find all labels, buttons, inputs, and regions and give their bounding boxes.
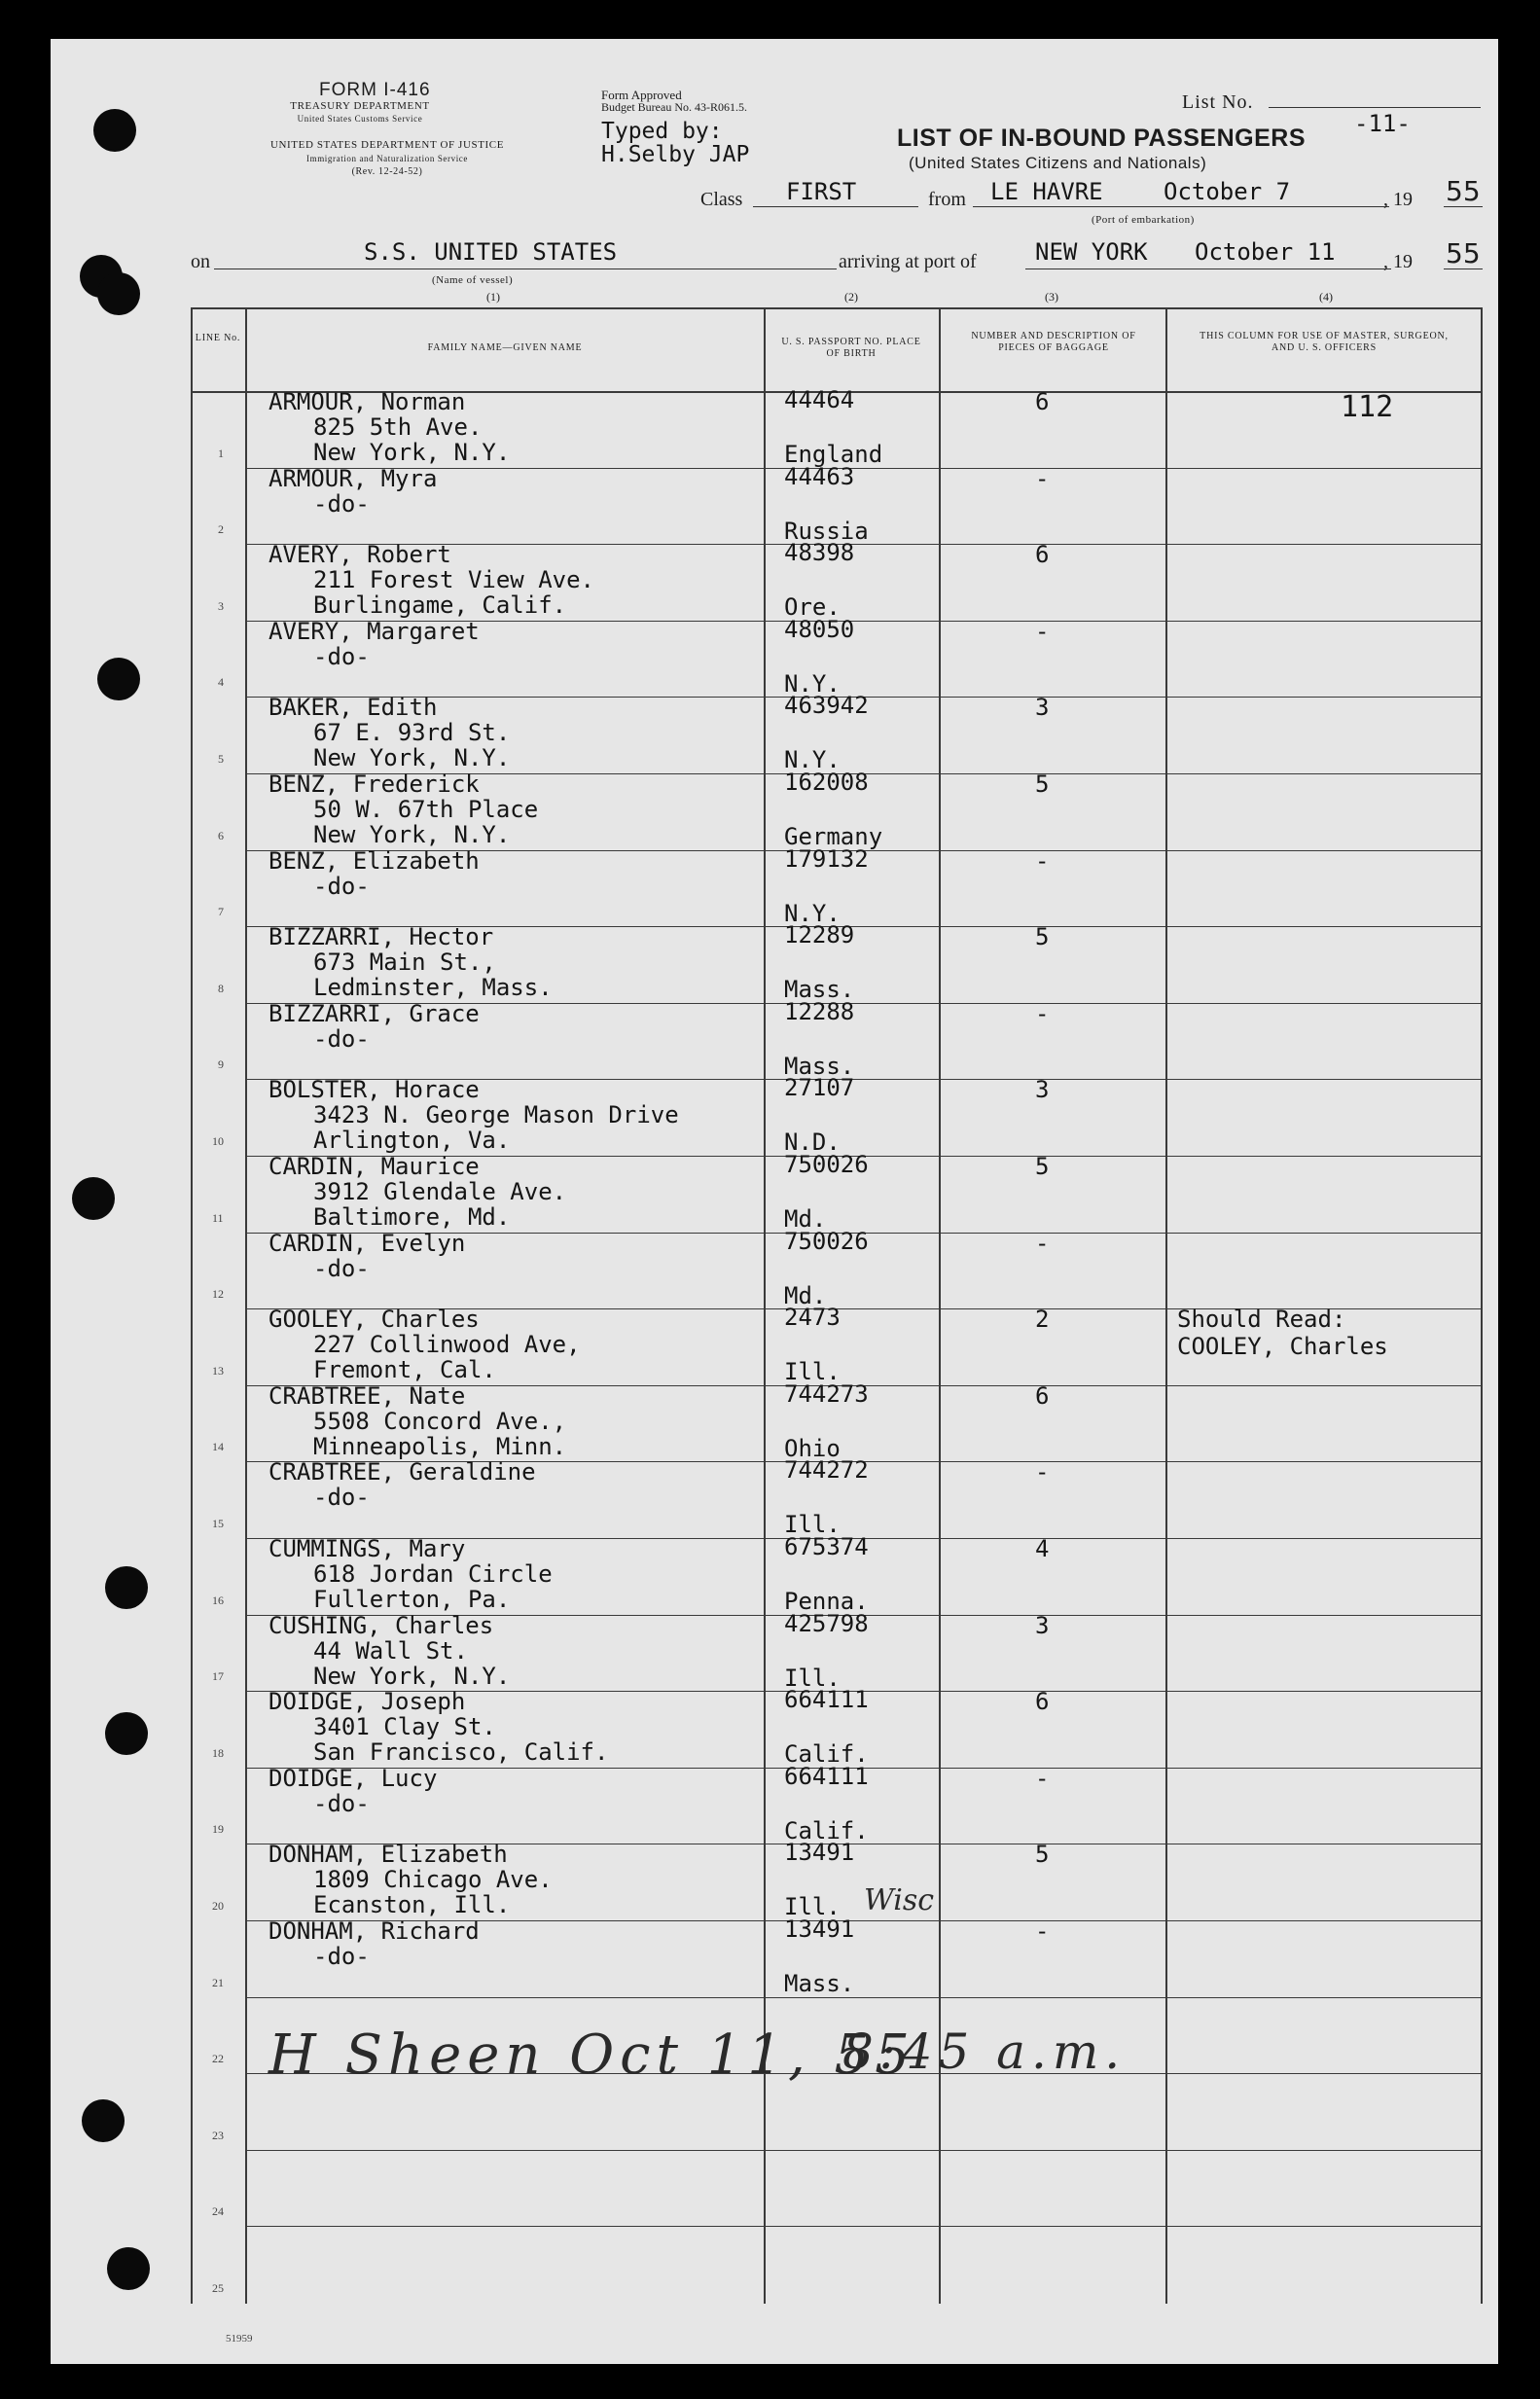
passenger-name: BOLSTER, Horace (269, 1076, 480, 1103)
row-divider (245, 1997, 1481, 1998)
place-of-birth: Ill. (784, 1893, 841, 1920)
col-header-name: FAMILY NAME—GIVEN NAME (427, 342, 583, 353)
place-of-birth: England (784, 441, 883, 468)
arriving-label: arriving at port of (839, 251, 977, 272)
place-of-birth: Ill. (784, 1511, 841, 1538)
passport-number: 179132 (784, 845, 869, 873)
passenger-name: ARMOUR, Myra (269, 465, 438, 492)
line-number: 15 (212, 1517, 224, 1530)
list-no-value: -11- (1354, 110, 1411, 137)
line-number: 9 (218, 1057, 224, 1071)
passenger-address: -do- (313, 1255, 370, 1282)
form-number: FORM I-416 (319, 80, 431, 100)
column-number: (3) (1045, 290, 1058, 304)
passport-number: 2473 (784, 1304, 841, 1331)
baggage-count: 5 (1035, 770, 1050, 798)
punch-hole (82, 2099, 125, 2142)
line-number: 7 (218, 905, 224, 918)
line-number: 5 (218, 752, 224, 766)
passport-number: 750026 (784, 1228, 869, 1255)
passenger-address: 1809 Chicago Ave. (313, 1866, 553, 1893)
place-of-birth: N.Y. (784, 670, 841, 698)
passport-number: 12289 (784, 921, 855, 949)
place-of-birth: Mass. (784, 1970, 855, 1997)
place-of-birth: Mass. (784, 976, 855, 1003)
col-header-baggage: NUMBER AND DESCRIPTION OF PIECES OF BAGGAGE (971, 331, 1136, 353)
line-number: 11 (212, 1211, 224, 1225)
passenger-address: 211 Forest View Ave. (313, 566, 594, 593)
line-number: 2 (218, 522, 224, 536)
passenger-address: Fremont, Cal. (313, 1356, 496, 1383)
baggage-count: 6 (1035, 388, 1050, 415)
agency-line: United States Customs Service (297, 114, 423, 124)
inspection-time: 8:45 a.m. (842, 2023, 1127, 2080)
passenger-name: BIZZARRI, Hector (269, 923, 494, 950)
passport-number: 44463 (784, 463, 855, 490)
passenger-name: CRABTREE, Geraldine (269, 1458, 536, 1486)
arrival-port: NEW YORK (1035, 238, 1148, 266)
punch-hole (97, 272, 140, 315)
passenger-name: AVERY, Margaret (269, 618, 480, 645)
officer-note: 112 (1341, 390, 1394, 424)
passenger-address: 3423 N. George Mason Drive (313, 1101, 679, 1128)
passenger-address: -do- (313, 1025, 370, 1053)
form-approved: Form Approved (601, 88, 682, 102)
punch-hole (97, 658, 140, 700)
class-label: Class (700, 189, 743, 210)
line-number: 19 (212, 1822, 224, 1836)
year-prefix: , 19 (1383, 251, 1413, 272)
passenger-name: AVERY, Robert (269, 541, 451, 568)
passport-number: 162008 (784, 769, 869, 796)
place-of-birth: Ore. (784, 593, 841, 621)
passenger-address: 44 Wall St. (313, 1637, 468, 1665)
baggage-count: - (1035, 465, 1050, 492)
baggage-count: 3 (1035, 694, 1050, 721)
passport-number: 48050 (784, 616, 855, 643)
vessel-caption: (Name of vessel) (432, 274, 514, 286)
line-number: 8 (218, 982, 224, 995)
passenger-address: 3912 Glendale Ave. (313, 1178, 567, 1205)
line-number: 3 (218, 599, 224, 613)
arrival-year: 55 (1446, 237, 1481, 269)
line-number: 6 (218, 829, 224, 842)
passport-number: 48398 (784, 539, 855, 566)
passenger-name: GOOLEY, Charles (269, 1306, 480, 1333)
baggage-count: 3 (1035, 1612, 1050, 1639)
passenger-name: ARMOUR, Norman (269, 388, 466, 415)
passenger-address: 618 Jordan Circle (313, 1560, 553, 1588)
baggage-count: - (1035, 1000, 1050, 1027)
passenger-name: DOIDGE, Joseph (269, 1688, 466, 1715)
place-of-birth: Calif. (784, 1817, 869, 1844)
baggage-count: 5 (1035, 1153, 1050, 1180)
agency-line: TREASURY DEPARTMENT (290, 100, 430, 112)
place-of-birth: Md. (784, 1205, 827, 1233)
line-number: 16 (212, 1593, 224, 1607)
col-header-line-no: LINE No. (195, 333, 241, 343)
baggage-count: - (1035, 1230, 1050, 1257)
col-header-passport: U. S. PASSPORT NO. PLACE OF BIRTH (781, 337, 921, 359)
place-of-birth: Calif. (784, 1740, 869, 1768)
passenger-address: -do- (313, 1943, 370, 1970)
baggage-count: - (1035, 1458, 1050, 1486)
passport-number: 675374 (784, 1533, 869, 1560)
passport-number: 463942 (784, 692, 869, 719)
typed-by-value: H.Selby JAP (601, 142, 750, 167)
embarkation-date: October 7 (1164, 178, 1291, 205)
line-number: 14 (212, 1440, 224, 1453)
officer-note: COOLEY, Charles (1177, 1333, 1388, 1360)
baggage-count: - (1035, 1917, 1050, 1945)
place-of-birth: N.D. (784, 1128, 841, 1156)
passport-number: 664111 (784, 1763, 869, 1790)
baggage-count: 5 (1035, 923, 1050, 950)
punch-hole (107, 2247, 150, 2290)
arrival-date: October 11 (1195, 238, 1336, 266)
passenger-address: 3401 Clay St. (313, 1713, 496, 1740)
punch-hole (105, 1712, 148, 1755)
punch-hole (105, 1566, 148, 1609)
place-of-birth: Md. (784, 1282, 827, 1309)
passenger-address: 5508 Concord Ave., (313, 1408, 567, 1435)
baggage-count: - (1035, 847, 1050, 875)
passenger-name: CARDIN, Maurice (269, 1153, 480, 1180)
list-no-label: List No. (1182, 91, 1254, 113)
place-of-birth: Ill. (784, 1358, 841, 1385)
line-number: 4 (218, 675, 224, 689)
passenger-address: Ledminster, Mass. (313, 974, 553, 1001)
passenger-address: -do- (313, 643, 370, 670)
line-number: 12 (212, 1287, 224, 1301)
on-label: on (191, 251, 210, 272)
passenger-address: Arlington, Va. (313, 1127, 511, 1154)
column-number: (4) (1319, 290, 1333, 304)
from-label: from (928, 189, 966, 210)
embarkation-year: 55 (1446, 175, 1481, 207)
passenger-name: CUMMINGS, Mary (269, 1535, 466, 1562)
year-prefix: , 19 (1383, 189, 1413, 210)
baggage-count: 2 (1035, 1306, 1050, 1333)
line-number: 13 (212, 1364, 224, 1378)
passenger-address: -do- (313, 490, 370, 518)
passport-number: 744273 (784, 1380, 869, 1408)
passenger-address: New York, N.Y. (313, 439, 511, 466)
officer-note: Should Read: (1177, 1306, 1346, 1333)
place-of-birth: Russia (784, 518, 869, 545)
baggage-count: 6 (1035, 1382, 1050, 1410)
port-caption: (Port of embarkation) (1092, 214, 1195, 226)
passenger-name: DOIDGE, Lucy (269, 1765, 438, 1792)
passenger-address: 50 W. 67th Place (313, 796, 539, 823)
passenger-name: CARDIN, Evelyn (269, 1230, 466, 1257)
line-number: 25 (212, 2281, 224, 2295)
agency-line: UNITED STATES DEPARTMENT OF JUSTICE (269, 139, 505, 151)
officer-signature: H Sheen Oct 11, 55 (269, 2023, 915, 2087)
line-number: 21 (212, 1976, 224, 1989)
passenger-name: BAKER, Edith (269, 694, 438, 721)
row-divider (245, 2226, 1481, 2227)
passenger-address: 673 Main St., (313, 949, 496, 976)
baggage-count: 3 (1035, 1076, 1050, 1103)
passport-number: 750026 (784, 1151, 869, 1178)
col-header-officers: THIS COLUMN FOR USE OF MASTER, SURGEON, AND U. S. OFFICERS (1200, 331, 1449, 353)
revision-date: (Rev. 12-24-52) (351, 166, 423, 177)
baggage-count: 6 (1035, 541, 1050, 568)
passenger-name: CUSHING, Charles (269, 1612, 494, 1639)
passenger-address: Burlingame, Calif. (313, 591, 567, 619)
passenger-address: Ecanston, Ill. (313, 1891, 511, 1918)
place-of-birth: Mass. (784, 1053, 855, 1080)
vessel-name: S.S. UNITED STATES (364, 238, 618, 266)
line-number: 1 (218, 447, 224, 460)
place-of-birth: Ohio (784, 1435, 841, 1462)
passenger-address: Minneapolis, Minn. (313, 1433, 567, 1460)
baggage-count: 6 (1035, 1688, 1050, 1715)
passenger-name: DONHAM, Richard (269, 1917, 480, 1945)
place-of-birth: Ill. (784, 1665, 841, 1692)
baggage-count: - (1035, 1765, 1050, 1792)
passenger-address: -do- (313, 1790, 370, 1817)
passenger-address: 227 Collinwood Ave, (313, 1331, 581, 1358)
passport-number: 13491 (784, 1839, 855, 1866)
passport-number: 744272 (784, 1456, 869, 1484)
typed-by-label: Typed by: (601, 119, 723, 144)
passport-number: 425798 (784, 1610, 869, 1637)
place-of-birth: N.Y. (784, 900, 841, 927)
line-number: 17 (212, 1669, 224, 1683)
passenger-address: New York, N.Y. (313, 821, 511, 848)
embarkation-port: LE HAVRE (990, 178, 1103, 205)
passenger-address: New York, N.Y. (313, 744, 511, 771)
form-subtitle: (United States Citizens and Nationals) (909, 154, 1207, 172)
passenger-address: 67 E. 93rd St. (313, 719, 511, 746)
place-of-birth: N.Y. (784, 746, 841, 773)
passport-number: 664111 (784, 1686, 869, 1713)
passenger-address: 825 5th Ave. (313, 413, 483, 441)
line-number: 20 (212, 1899, 224, 1913)
baggage-count: - (1035, 618, 1050, 645)
passenger-name: BIZZARRI, Grace (269, 1000, 480, 1027)
column-number: (1) (486, 290, 500, 304)
line-number: 23 (212, 2129, 224, 2142)
place-of-birth: Germany (784, 823, 883, 850)
passenger-name: BENZ, Elizabeth (269, 847, 480, 875)
form-title: LIST OF IN-BOUND PASSENGERS (897, 125, 1307, 152)
passenger-address: New York, N.Y. (313, 1663, 511, 1690)
passport-number: 13491 (784, 1916, 855, 1943)
passport-number: 12288 (784, 998, 855, 1025)
passenger-address: -do- (313, 1484, 370, 1511)
agency-line: Immigration and Naturalization Service (306, 154, 468, 163)
column-number: (2) (844, 290, 858, 304)
row-divider (245, 2150, 1481, 2151)
handwritten-wisc: Wisc (864, 1883, 935, 1917)
passport-number: 44464 (784, 386, 855, 413)
passenger-name: DONHAM, Elizabeth (269, 1841, 508, 1868)
passenger-address: Baltimore, Md. (313, 1203, 511, 1231)
passenger-name: CRABTREE, Nate (269, 1382, 466, 1410)
passenger-address: San Francisco, Calif. (313, 1738, 609, 1766)
punch-hole (72, 1177, 115, 1220)
line-number: 22 (212, 2052, 224, 2065)
baggage-count: 5 (1035, 1841, 1050, 1868)
punch-hole (93, 109, 136, 152)
baggage-count: 4 (1035, 1535, 1050, 1562)
passenger-address: Fullerton, Pa. (313, 1586, 511, 1613)
class-value: FIRST (786, 178, 857, 205)
line-number: 18 (212, 1746, 224, 1760)
line-number: 10 (212, 1134, 224, 1148)
passenger-name: BENZ, Frederick (269, 770, 480, 798)
passenger-address: -do- (313, 873, 370, 900)
place-of-birth: Penna. (784, 1588, 869, 1615)
passport-number: 27107 (784, 1074, 855, 1101)
line-number: 24 (212, 2204, 224, 2218)
footer-code: 51959 (226, 2333, 253, 2345)
budget-bureau-no: Budget Bureau No. 43-R061.5. (601, 100, 747, 114)
